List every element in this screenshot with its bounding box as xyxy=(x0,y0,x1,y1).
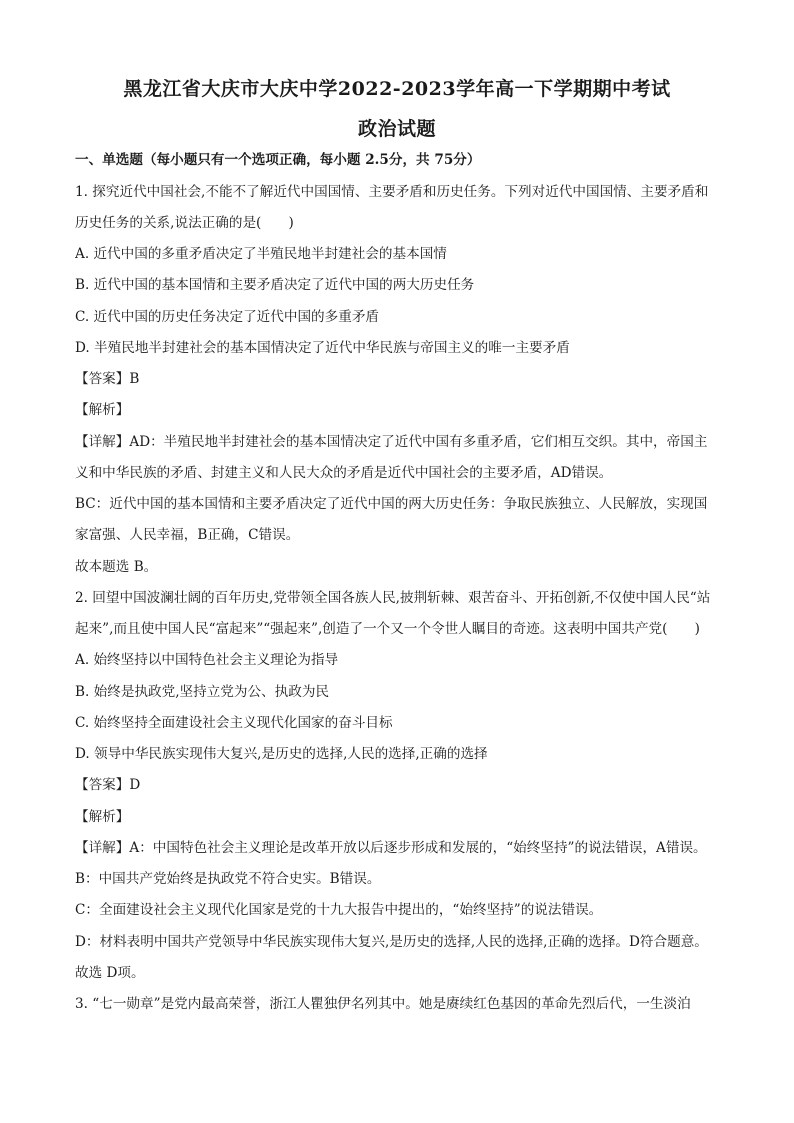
option-d: D. 领导中华民族实现伟大复兴,是历史的选择,人民的选择,正确的选择 xyxy=(75,746,488,762)
detail-text: C：全面建设社会主义现代化国家是党的十九大报告中提出的，“始终坚持”的说法错误。 xyxy=(75,902,603,918)
detail-text: 【详解】AD：半殖民地半封建社会的基本国情决定了近代中国有多重矛盾，它们相互交织。其中，帝国主 xyxy=(75,434,708,450)
conclusion-text: 故本题选 B。 xyxy=(75,559,158,575)
detail-text: 【详解】A：中国特色社会主义理论是改革开放以后逐步形成和发展的，“始终坚持”的说法错误，A错误。 xyxy=(75,840,707,856)
option-d: D. 半殖民地半封建社会的基本国情决定了近代中华民族与帝国主义的唯一主要矛盾 xyxy=(75,340,570,356)
analysis-label: 【解析】 xyxy=(75,809,130,825)
detail-text: 家富强、人民幸福，B正确，C错误。 xyxy=(75,527,300,543)
question-stem: 3. “七一勋章”是党内最高荣誉，浙江人瞿独伊名列其中。她是赓续红色基因的革命先烈后代，一生淡泊 xyxy=(75,996,691,1012)
question-stem: 历史任务的关系,说法正确的是( ) xyxy=(75,215,294,231)
option-a: A. 近代中国的多重矛盾决定了半殖民地半封建社会的基本国情 xyxy=(75,246,447,262)
detail-text: 义和中华民族的矛盾、封建主义和人民大众的矛盾是近代中国社会的主要矛盾，AD错误。 xyxy=(75,465,613,481)
document-title: 黑龙江省大庆市大庆中学2022-2023学年高一下学期期中考试 xyxy=(123,78,671,100)
document-subtitle: 政治试题 xyxy=(357,118,436,140)
question-stem: 1. 探究近代中国社会,不能不了解近代中国国情、主要矛盾和历史任务。下列对近代中国国情、主要矛盾和 xyxy=(75,184,709,200)
detail-text: D：材料表明中国共产党领导中华民族实现伟大复兴,是历史的选择,人民的选择,正确的选择。D符合题意。 xyxy=(75,934,708,950)
option-b: B. 近代中国的基本国情和主要矛盾决定了近代中国的两大历史任务 xyxy=(75,277,475,293)
option-c: C. 近代中国的历史任务决定了近代中国的多重矛盾 xyxy=(75,309,380,325)
option-c: C. 始终坚持全面建设社会主义现代化国家的奋斗目标 xyxy=(75,715,393,731)
question-stem: 起来”,而且使中国人民“富起来”“强起来”,创造了一个又一个令世人瞩目的奇迹。这表明中国共产党( ) xyxy=(75,621,700,637)
conclusion-text: 故选 D项。 xyxy=(75,965,145,981)
option-b: B. 始终是执政党,坚持立党为公、执政为民 xyxy=(75,684,330,700)
detail-text: BC：近代中国的基本国情和主要矛盾决定了近代中国的两大历史任务：争取民族独立、人民解放，实现国 xyxy=(75,496,708,512)
detail-text: B：中国共产党始终是执政党不符合史实。B错误。 xyxy=(75,871,381,887)
answer-label: 【答案】B xyxy=(75,371,140,387)
section-heading: 一、单选题（每小题只有一个选项正确，每小题 2.5分，共 75分） xyxy=(75,152,481,168)
answer-label: 【答案】D xyxy=(75,777,141,793)
analysis-label: 【解析】 xyxy=(75,402,130,418)
question-stem: 2. 回望中国波澜壮阔的百年历史,党带领全国各族人民,披荆斩棘、艰苦奋斗、开拓创新,不仅使中国人民“站 xyxy=(75,590,711,606)
option-a: A. 始终坚持以中国特色社会主义理论为指导 xyxy=(75,652,339,668)
